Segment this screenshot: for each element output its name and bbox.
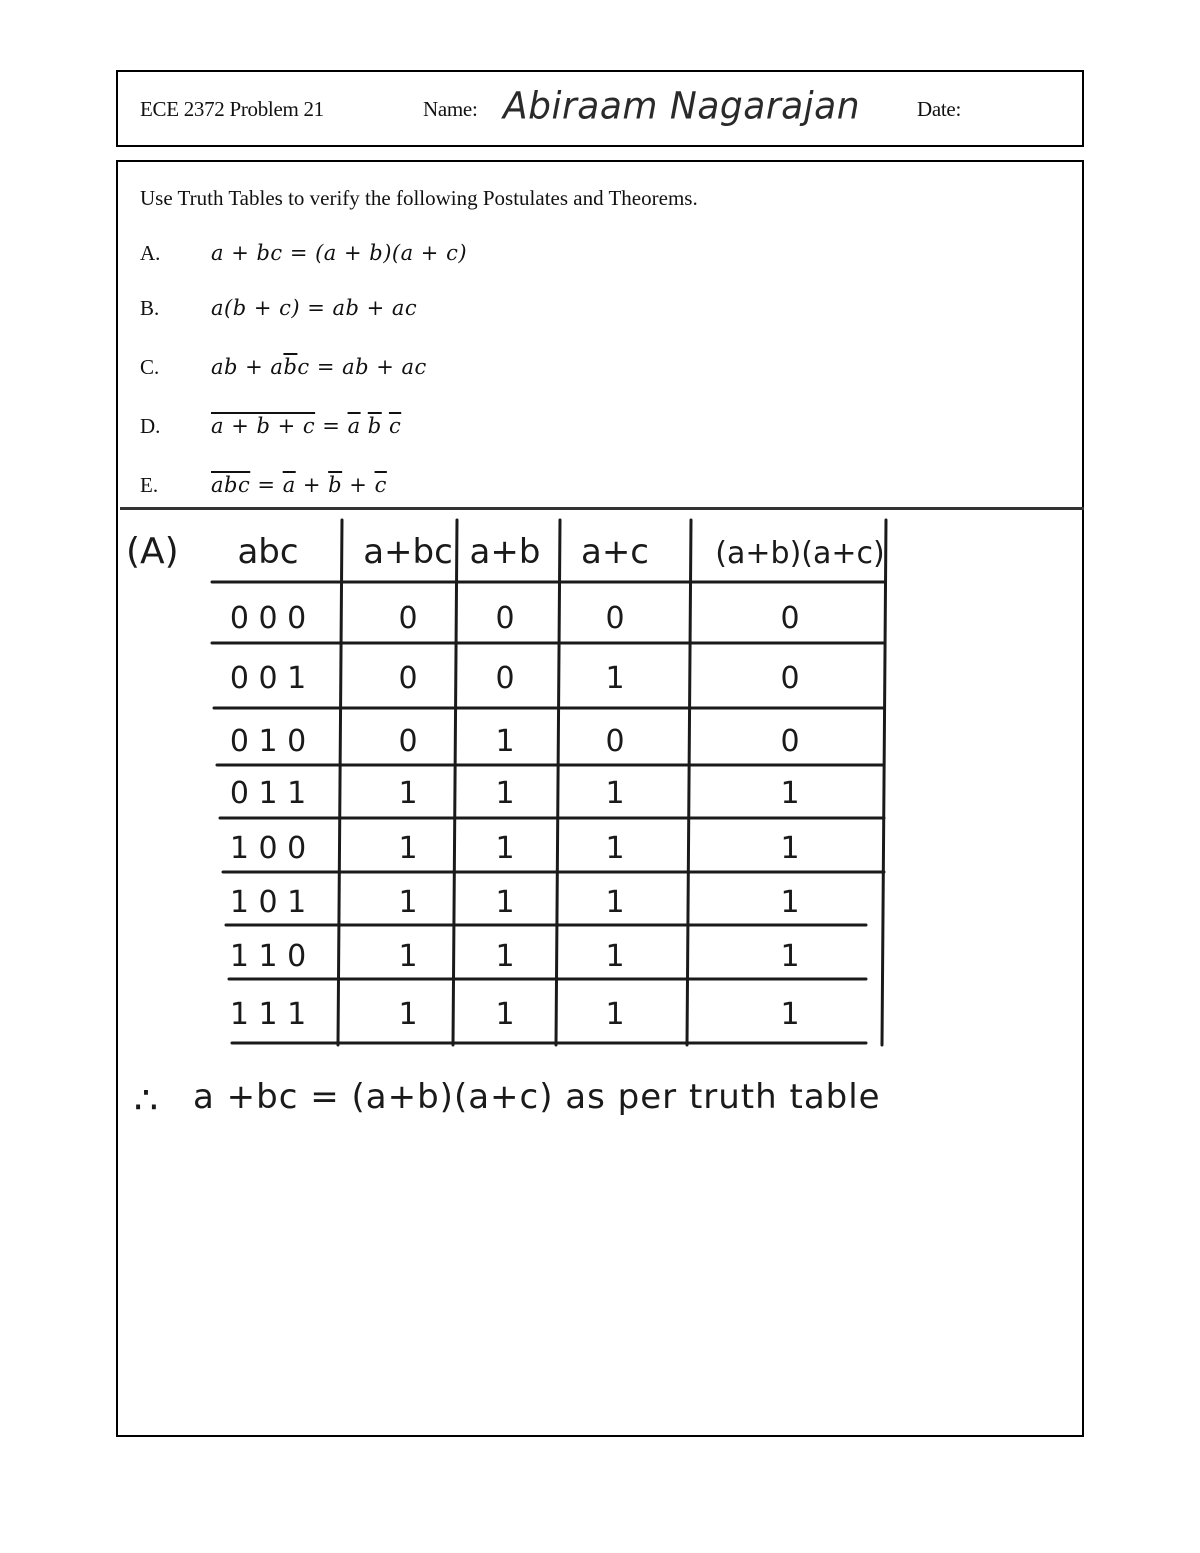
table-col-divider [556, 520, 560, 1045]
date-label: Date: [917, 97, 961, 121]
table-output-cell: 1 [780, 831, 800, 866]
problem-e-letter: E. [140, 473, 159, 497]
table-input-cell: 1 1 1 [229, 997, 307, 1032]
problem-a-equation: a + bc = (a + b)(a + c) [211, 241, 468, 265]
table-header-cell: a+b [469, 532, 541, 572]
table-input-cell: 0 1 0 [229, 724, 307, 759]
table-output-cell: 1 [605, 776, 625, 811]
table-output-cell: 0 [780, 601, 800, 636]
table-output-cell: 1 [605, 885, 625, 920]
table-output-cell: 1 [780, 885, 800, 920]
table-output-cell: 0 [495, 661, 515, 696]
table-output-cell: 1 [780, 776, 800, 811]
table-output-cell: 1 [495, 939, 515, 974]
table-output-cell: 1 [398, 885, 418, 920]
table-header-cell: (a+b)(a+c) [715, 536, 885, 571]
table-output-cell: 1 [495, 724, 515, 759]
table-output-cell: 1 [398, 939, 418, 974]
name-label: Name: [423, 97, 478, 121]
course-title: ECE 2372 Problem 21 [140, 97, 324, 121]
problem-b-letter: B. [140, 296, 160, 320]
table-input-cell: 0 1 1 [229, 776, 307, 811]
problem-d-equation: $a + b + c = \overline{a}$ $\overline{b}$ $\overline{c}$ [211, 414, 402, 438]
table-output-cell: 1 [398, 776, 418, 811]
table-output-cell: 0 [398, 601, 418, 636]
problem-c-equation: ab + $a\overline{b}c$ = ab + ac [211, 355, 427, 379]
table-output-cell: 0 [495, 601, 515, 636]
table-output-cell: 1 [605, 939, 625, 974]
problem-c-letter: C. [140, 355, 160, 379]
table-output-cell: 1 [495, 831, 515, 866]
table-col-divider [338, 520, 342, 1045]
table-output-cell: 0 [398, 661, 418, 696]
table-output-cell: 1 [398, 831, 418, 866]
table-output-cell: 0 [780, 661, 800, 696]
table-output-cell: 0 [780, 724, 800, 759]
part-a-label: (A) [126, 531, 179, 572]
problem-a-letter: A. [140, 241, 161, 265]
table-output-cell: 1 [605, 831, 625, 866]
table-output-cell: 1 [495, 885, 515, 920]
table-col-divider [453, 520, 457, 1045]
instructions-text: Use Truth Tables to verify the following Postulates and Theorems. [140, 186, 698, 210]
table-input-cell: 0 0 1 [229, 661, 307, 696]
student-name-handwritten: Abiraam Nagarajan [503, 84, 861, 129]
table-col-divider [882, 520, 886, 1045]
conclusion-text: a +bc = (a+b)(a+c) as per truth table [193, 1077, 881, 1117]
table-output-cell: 0 [398, 724, 418, 759]
table-header-cell: a+bc [363, 532, 453, 572]
problem-d-letter: D. [140, 414, 161, 438]
table-input-cell: 1 1 0 [229, 939, 307, 974]
problem-b-equation: a(b + c) = ab + ac [211, 296, 418, 320]
table-output-cell: 0 [605, 601, 625, 636]
table-output-cell: 0 [605, 724, 625, 759]
table-output-cell: 1 [605, 997, 625, 1032]
problem-e-equation: $\overline{abc} = \overline{a} + \overline{b} + \overline{c}$ [211, 473, 387, 497]
table-input-cell: 0 0 0 [229, 601, 307, 636]
table-output-cell: 1 [398, 997, 418, 1032]
table-output-cell: 1 [780, 997, 800, 1032]
table-output-cell: 1 [495, 997, 515, 1032]
therefore-symbol: ∴ [134, 1078, 159, 1122]
table-col-divider [687, 520, 691, 1045]
table-header-cell: abc [237, 532, 299, 572]
table-header-cell: a+c [580, 532, 650, 572]
table-output-cell: 1 [780, 939, 800, 974]
table-input-cell: 1 0 1 [229, 885, 307, 920]
table-input-cell: 1 0 0 [229, 831, 307, 866]
table-output-cell: 1 [605, 661, 625, 696]
table-output-cell: 1 [495, 776, 515, 811]
